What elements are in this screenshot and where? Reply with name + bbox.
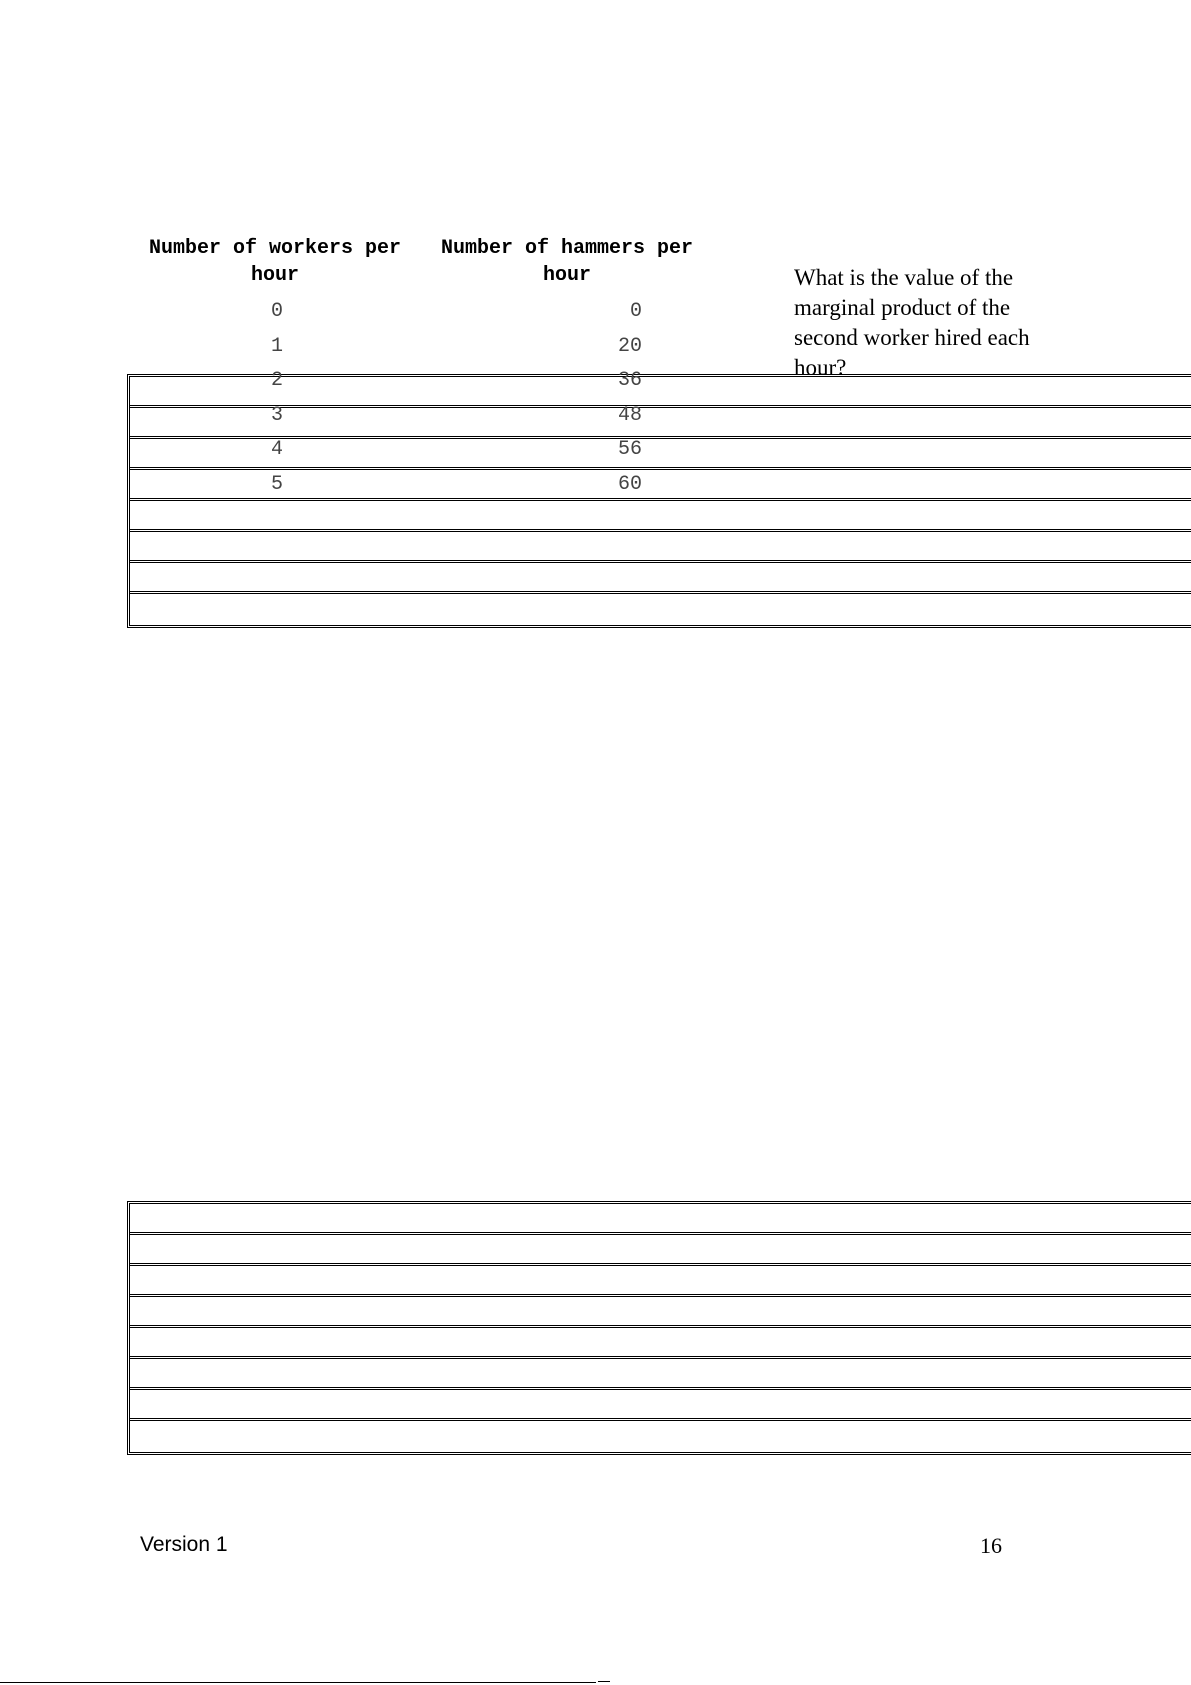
page-number: 16 xyxy=(980,1533,1002,1558)
workers-column-header: Number of workers per hour xyxy=(148,237,402,287)
hammers-cell: 36 xyxy=(617,369,642,392)
bottom-divider-tick xyxy=(598,1681,610,1682)
hammers-cell: 60 xyxy=(617,473,642,496)
hammers-cell: 48 xyxy=(617,404,642,427)
answer-line xyxy=(130,532,1191,563)
answer-lines-bottom[interactable] xyxy=(127,1201,1191,1455)
answer-line xyxy=(130,594,1191,625)
workers-cell: 1 xyxy=(270,335,283,358)
answer-line xyxy=(130,1421,1191,1452)
answer-line xyxy=(130,563,1191,594)
answer-line xyxy=(130,501,1191,532)
answer-line xyxy=(130,1235,1191,1266)
answer-line xyxy=(130,1204,1191,1235)
question-text: What is the value of the marginal product of the second worker hired each hour? xyxy=(794,265,1030,380)
hammers-cell: 0 xyxy=(629,300,642,323)
workers-cell: 4 xyxy=(270,438,283,461)
answer-line xyxy=(130,1359,1191,1390)
hammers-cell: 56 xyxy=(617,438,642,461)
answer-line xyxy=(130,1328,1191,1359)
bottom-divider xyxy=(0,1682,596,1683)
hammers-cell: 20 xyxy=(617,335,642,358)
footer-version: Version 1 xyxy=(140,1533,228,1556)
hammers-column-header: Number of hammers per hour xyxy=(440,237,694,287)
answer-line xyxy=(130,1390,1191,1421)
answer-line xyxy=(130,1266,1191,1297)
answer-line xyxy=(130,1297,1191,1328)
workers-cell: 3 xyxy=(270,404,283,427)
workers-cell: 2 xyxy=(270,369,283,392)
workers-cell: 0 xyxy=(270,300,283,323)
workers-cell: 5 xyxy=(270,473,283,496)
